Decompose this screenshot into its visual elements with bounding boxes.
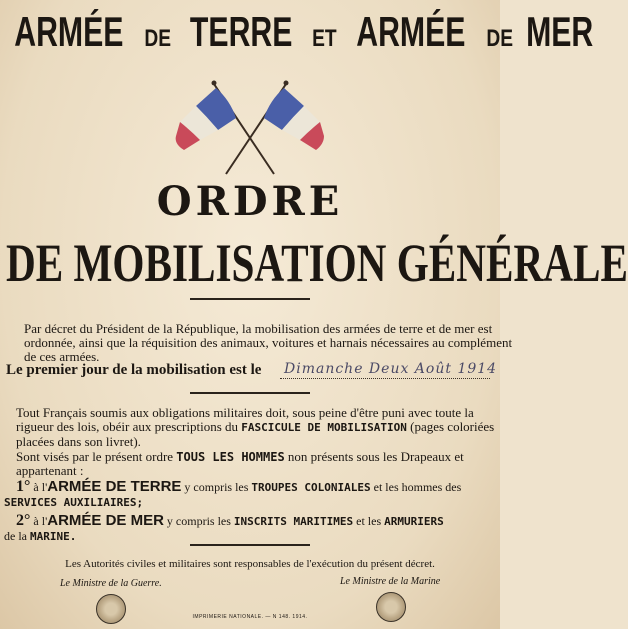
decree-text (24, 321, 513, 364)
inscrits-emphasis: INSCRITS MARITIMES (233, 515, 354, 528)
army-name: ARMÉE DE TERRE (47, 478, 182, 495)
header-word: ARMÉE (14, 8, 124, 55)
item-prefix: à l' (33, 480, 48, 494)
marine-emphasis: MARINE. (30, 530, 77, 543)
header-word: TERRE (190, 8, 293, 55)
concerned-end: non présents sous les Drapeaux et (287, 449, 464, 464)
all-men-emphasis: TOUS LES HOMMES (176, 450, 285, 464)
obligations-line: placées dans son livret). (16, 434, 141, 449)
item-mid: y compris les (184, 480, 249, 494)
armuriers-emphasis: ARMURIERS (384, 515, 444, 528)
item-army-mer (16, 512, 496, 530)
item-and: et les (356, 514, 382, 528)
item-line2-start: de la (4, 529, 27, 543)
closing-statement: Les Autorités civiles et militaires sont responsables de l'exécution du présent décret. (65, 558, 435, 570)
title-ordre: ORDRE (156, 178, 344, 225)
fascicule-emphasis: FASCICULE DE MOBILISATION (241, 421, 407, 434)
header-word: ET (311, 25, 337, 52)
handwritten-date: Dimanche Deux Août 1914 (284, 361, 498, 377)
troops-emphasis: TROUPES COLONIALES (251, 481, 371, 494)
item-mid: y compris les (166, 514, 231, 528)
decree-line: ordonnée, ainsi que la réquisition des animaux, voitures et harnais nécessaires au complément (24, 335, 513, 350)
decree-line: Par décret du Président de la République, la mobilisation des armées de terre et de mer est (24, 321, 493, 336)
obligations-text (16, 406, 496, 449)
item-number: 1° (16, 478, 31, 495)
concerned-start: Sont visés par le présent ordre (16, 449, 174, 464)
poster-header (0, 8, 593, 56)
printer-mark: IMPRIMERIE NATIONALE. — N 148. 1914. (192, 614, 308, 620)
concerned-text (16, 450, 496, 478)
obligations-text-end: (pages coloriées (410, 419, 495, 434)
obligations-text-start: rigueur des lois, obéir aux prescriptions du (16, 419, 239, 434)
date-line (280, 378, 490, 379)
services-emphasis: SERVICES AUXILIAIRES; (4, 496, 144, 509)
item-army-terre (16, 478, 496, 496)
item-end: et les hommes des (373, 480, 462, 494)
header-word: DE (144, 25, 171, 52)
divider (190, 544, 310, 546)
divider (190, 392, 310, 394)
decree-line: de ces armées. (24, 349, 100, 364)
item-army-mer-line2 (4, 529, 76, 544)
concerned-line: appartenant : (16, 463, 84, 478)
divider (190, 298, 310, 300)
obligations-line: Tout Français soumis aux obligations militaires doit, sous peine d'être puni avec toute la (16, 405, 474, 420)
obligations-line (16, 420, 496, 435)
crossed-flags-icon (178, 78, 322, 178)
army-name: ARMÉE DE MER (47, 512, 164, 529)
header-word: DE (486, 25, 514, 52)
first-day-label: Le premier jour de la mobilisation est le (6, 362, 262, 378)
item-prefix: à l' (33, 514, 48, 528)
header-word: ARMÉE (356, 8, 466, 55)
signature-war-minister: Le Ministre de la Guerre. (60, 578, 162, 589)
header-word: MER (525, 8, 593, 55)
title-mobilisation: DE MOBILISATION GÉNÉRALE (6, 233, 628, 293)
signature-navy-minister: Le Ministre de la Marine (340, 576, 441, 587)
item-number: 2° (16, 512, 31, 529)
concerned-line (16, 450, 496, 464)
